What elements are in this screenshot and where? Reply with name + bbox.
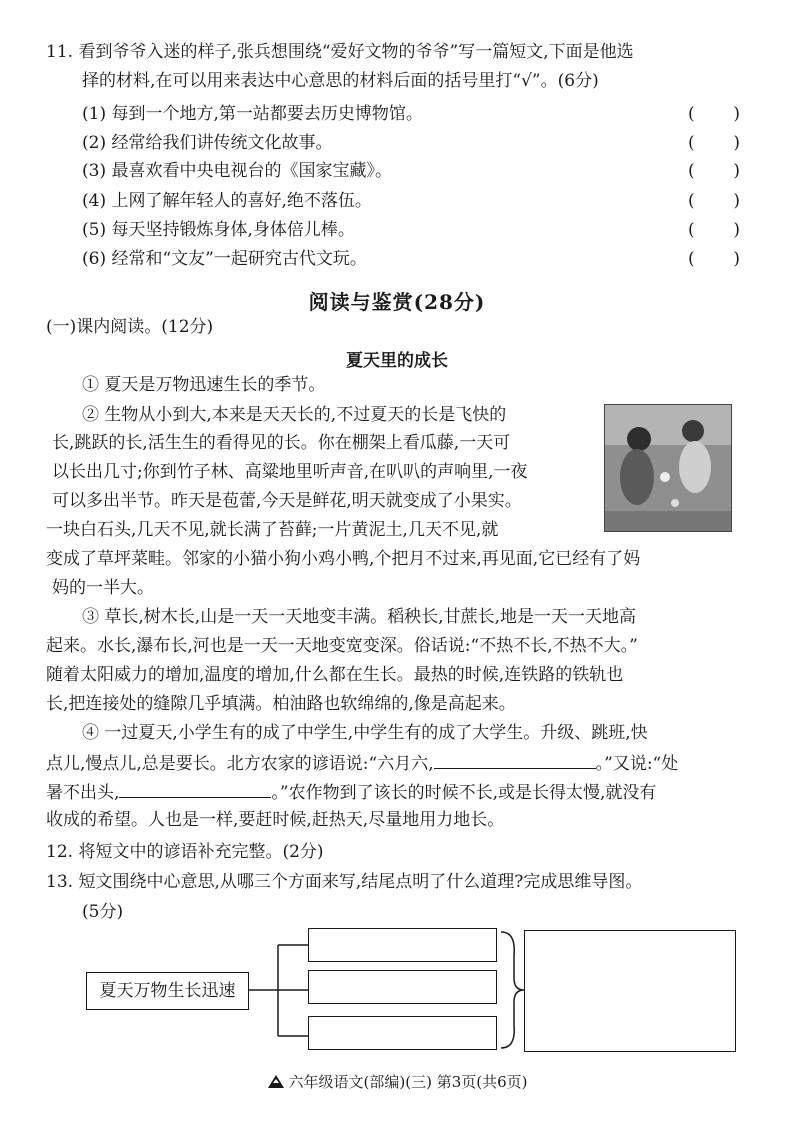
mindmap-answer-box-3[interactable] bbox=[308, 1016, 497, 1050]
answer-bracket-2[interactable]: ( ) bbox=[688, 133, 740, 153]
section-title: 阅读与鉴赏(28分) bbox=[308, 290, 486, 314]
part-heading: (一)课内阅读。(12分) bbox=[46, 317, 214, 337]
answer-bracket-6[interactable]: ( ) bbox=[688, 249, 740, 269]
passage-line-proverb-1: 点儿,慢点儿,总是要长。北方农家的谚语说:“六月六, 。”又说:“处 bbox=[46, 750, 678, 776]
passage-line-proverb-2: 暑不出头, 。”农作物到了该长的时候不长,或是长得太慢,就没有 bbox=[46, 779, 656, 805]
mindmap-root-label: 夏天万物生长迅速 bbox=[99, 981, 236, 1001]
mountain-logo-icon bbox=[267, 1073, 285, 1089]
mindmap-root-box bbox=[86, 972, 249, 1010]
passage-line: 长,跳跃的长,活生生的看得见的长。你在棚架上看瓜藤,一天可 bbox=[52, 433, 511, 453]
passage-line: 以长出几寸;你到竹子林、高粱地里听声音,在叭叭的声响里,一夜 bbox=[52, 462, 528, 482]
answer-bracket-5[interactable]: ( ) bbox=[688, 220, 740, 240]
passage-line: 收成的希望。人也是一样,要赶时候,赶热天,尽量地用力地长。 bbox=[46, 810, 505, 830]
passage-line: 变成了草坪菜畦。邻家的小猫小狗小鸡小鸭,个把月不过来,再见面,它已经有了妈 bbox=[46, 549, 641, 569]
q11-stem-line1: 11. 看到爷爷入迷的样子,张兵想围绕“爱好文物的爷爷”写一篇短文,下面是他选 bbox=[46, 42, 634, 62]
passage-line: 一块白石头,几天不见,就长满了苔藓;一片黄泥土,几天不见,就 bbox=[46, 520, 499, 540]
q11-stem-line2: 择的材料,在可以用来表达中心意思的材料后面的括号里打“√”。(6分) bbox=[82, 71, 599, 91]
page-footer: 六年级语文(部编)(三) 第3页(共6页) bbox=[0, 1071, 794, 1092]
answer-bracket-1[interactable]: ( ) bbox=[688, 104, 740, 124]
q11-option-3: (3) 最喜欢看中央电视台的《国家宝藏》。 bbox=[82, 161, 392, 181]
mindmap-answer-box-2[interactable] bbox=[308, 970, 497, 1004]
passage-line: ④ 一过夏天,小学生有的成了中学生,中学生有的成了大学生。升级、跳班,快 bbox=[82, 723, 648, 743]
passage-title: 夏天里的成长 bbox=[346, 351, 448, 371]
q11-option-4: (4) 上网了解年轻人的喜好,绝不落伍。 bbox=[82, 191, 372, 211]
q13-text-line2: (5分) bbox=[82, 902, 124, 922]
answer-bracket-3[interactable]: ( ) bbox=[688, 161, 740, 181]
q11-option-2: (2) 经常给我们讲传统文化故事。 bbox=[82, 133, 333, 153]
q11-option-5: (5) 每天坚持锻炼身体,身体倍儿棒。 bbox=[82, 220, 355, 240]
passage-line: ② 生物从小到大,本来是天天长的,不过夏天的长是飞快的 bbox=[82, 405, 507, 425]
answer-bracket-4[interactable]: ( ) bbox=[688, 191, 740, 211]
passage-line: ① 夏天是万物迅速生长的季节。 bbox=[82, 375, 326, 395]
q11-option-6: (6) 经常和“文友”一起研究古代文玩。 bbox=[82, 249, 367, 269]
q12-text: 12. 将短文中的谚语补充完整。(2分) bbox=[46, 842, 324, 862]
q11-option-1: (1) 每到一个地方,第一站都要去历史博物馆。 bbox=[82, 104, 423, 124]
mindmap-answer-box-1[interactable] bbox=[308, 928, 497, 962]
passage-line: 长,把连接处的缝隙几乎填满。柏油路也软绵绵的,像是高起来。 bbox=[46, 694, 516, 714]
passage-line: 随着太阳威力的增加,温度的增加,什么都在生长。最热的时候,连铁路的铁轨也 bbox=[46, 665, 624, 685]
q13-text-line1: 13. 短文围绕中心意思,从哪三个方面来写,结尾点明了什么道理?完成思维导图。 bbox=[46, 872, 643, 892]
passage-line: 起来。水长,瀑布长,河也是一天一天地变宽变深。俗话说:“不热不长,不热不大。” bbox=[46, 636, 638, 656]
passage-line: 可以多出半节。昨天是苞蕾,今天是鲜花,明天就变成了小果实。 bbox=[52, 491, 522, 511]
passage-line: 妈的一半大。 bbox=[52, 578, 154, 598]
mindmap-conclusion-box[interactable] bbox=[524, 930, 736, 1052]
passage-line: ③ 草长,树木长,山是一天一天地变丰满。稻秧长,甘蔗长,地是一天一天地高 bbox=[82, 607, 637, 627]
